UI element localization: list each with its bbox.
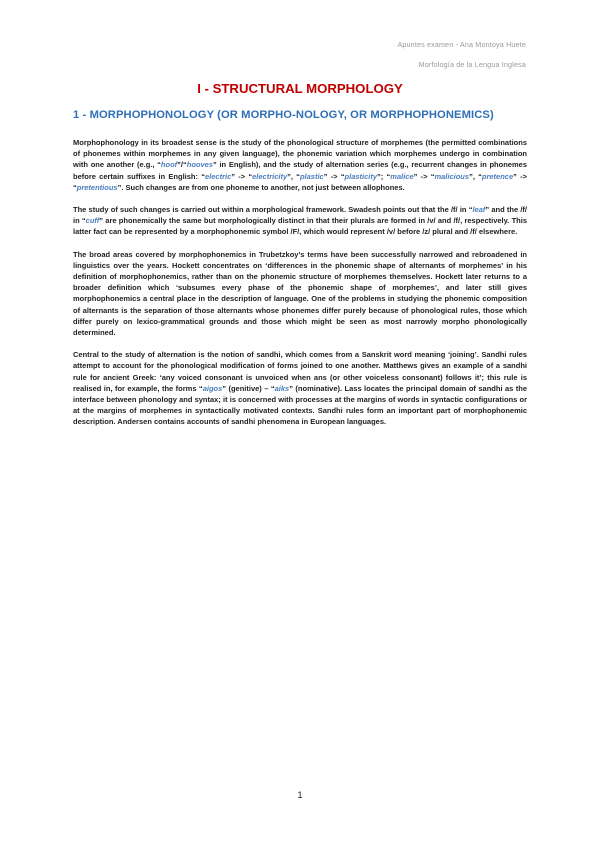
text-run: ”. Such changes are from one phoneme to another, not just between allophones. bbox=[117, 182, 405, 192]
text-run: ”/“ bbox=[177, 160, 187, 170]
text-run: ” (nominative). Lass locates the principal domain of sandhi as the interface between phonology and syntax; it is concerned with processes at the margins of words in syntactic configurations or at the margins of morphemes in syntactically motivated contexts. Sandhi rules form an important part of morphophonemic description. Andersen contains accounts of sandhi phenomena in European languages. bbox=[73, 383, 527, 427]
text-run: ” -> “ bbox=[323, 171, 345, 181]
example-word: plastic bbox=[299, 171, 324, 181]
example-word: cuff bbox=[85, 216, 100, 226]
text-run: ” (genitive) – “ bbox=[222, 383, 275, 393]
text-run: ” are phonemically the same but morphologically distinct in that their plurals are formed in /v/ and /f/, respectively. This latter fact can be represented by a morphophonemic symbol /F/, which would represent /v/ before /z/ plural and /f/ elsewhere. bbox=[73, 216, 528, 237]
paragraph-1 bbox=[73, 137, 527, 193]
header-author: Apuntes examen - Ana Montoya Huete bbox=[397, 40, 526, 49]
example-word: hoof bbox=[160, 160, 178, 170]
text-run: ”, “ bbox=[287, 171, 300, 181]
example-word: pretentious bbox=[76, 182, 118, 192]
text-run: Central to the study of alternation is the notion of sandhi, which comes from a Sanskrit word meaning ‘joining’. Sandhi rules attempt to account for the phonological modification of forms joined to one another. Matthews gives an example of a sandhi rule for ancient Greek: ‘any voiced consonant is unvoiced when ans (or other voiceless consonant) follows it’; this rule is realised in, for example, the forms “ bbox=[73, 350, 527, 393]
paragraph-3 bbox=[73, 249, 527, 339]
example-word: pretence bbox=[481, 171, 514, 181]
example-word: aiks bbox=[274, 383, 290, 393]
text-run: The broad areas covered by morphophonemics in Trubetzkoy’s terms have been successfully narrowed and rebroadened in linguistics over the years. Hockett concentrates on ‘differences in the phonemic shape of alternants of morphemes’ in his definition of morphophonemics, rather than on the phonemic structure of morphemes themselves. Hockett later returns to a broader definition which ‘subsumes every phase of the phonemic shape of morphemes’, and later still gives morphophonemics a central place in the description of language. One of the problems in studying the phonemic composition of alternants is the separation of those alternants whose phonemes differ purely because of phonological rules, those which differ purely on lexico-grammatical grounds and those which might be seen as most narrowly morpho phonologically determined. bbox=[73, 249, 527, 338]
page-number: 1 bbox=[297, 790, 303, 801]
paragraph-2 bbox=[73, 204, 527, 238]
body-text bbox=[73, 137, 527, 439]
header-course: Morfología de la Lengua Inglesa bbox=[418, 60, 526, 69]
example-word: electricity bbox=[252, 171, 288, 181]
text-run: ”, “ bbox=[469, 171, 482, 181]
text-run: ” -> “ bbox=[231, 171, 253, 181]
example-word: aigos bbox=[202, 383, 223, 393]
example-word: malice bbox=[390, 171, 414, 181]
text-run: ” -> “ bbox=[73, 171, 528, 192]
section-heading: 1 - MORPHOPHONOLOGY (OR MORPHO-NOLOGY, OR MORPHOPHONEMICS) bbox=[73, 109, 494, 121]
page-title: I - STRUCTURAL MORPHOLOGY bbox=[197, 81, 403, 96]
example-word: plasticity bbox=[344, 171, 378, 181]
text-run: ” -> “ bbox=[413, 171, 435, 181]
paragraph-4 bbox=[73, 349, 527, 427]
example-word: leaf bbox=[472, 205, 486, 215]
text-run: The study of such changes is carried out within a morphological framework. Swadesh points out that the /f/ in “ bbox=[73, 205, 473, 215]
example-word: hooves bbox=[186, 160, 214, 170]
text-run: ” and the /f/ in “ bbox=[73, 205, 528, 226]
text-run: ” in English), and the study of alternation series (e.g., recurrent changes in phonemes before certain suffixes in English: “ bbox=[73, 160, 527, 181]
example-word: malicious bbox=[434, 171, 470, 181]
text-run: ”; “ bbox=[377, 171, 391, 181]
example-word: electric bbox=[204, 171, 232, 181]
text-run: Morphophonology in its broadest sense is the study of the phonological structure of morphemes (the permitted combinations of phonemes within morphemes in any given language), the phonemic variation which morphemes undergo in combination with one another (e.g., “ bbox=[73, 138, 527, 170]
